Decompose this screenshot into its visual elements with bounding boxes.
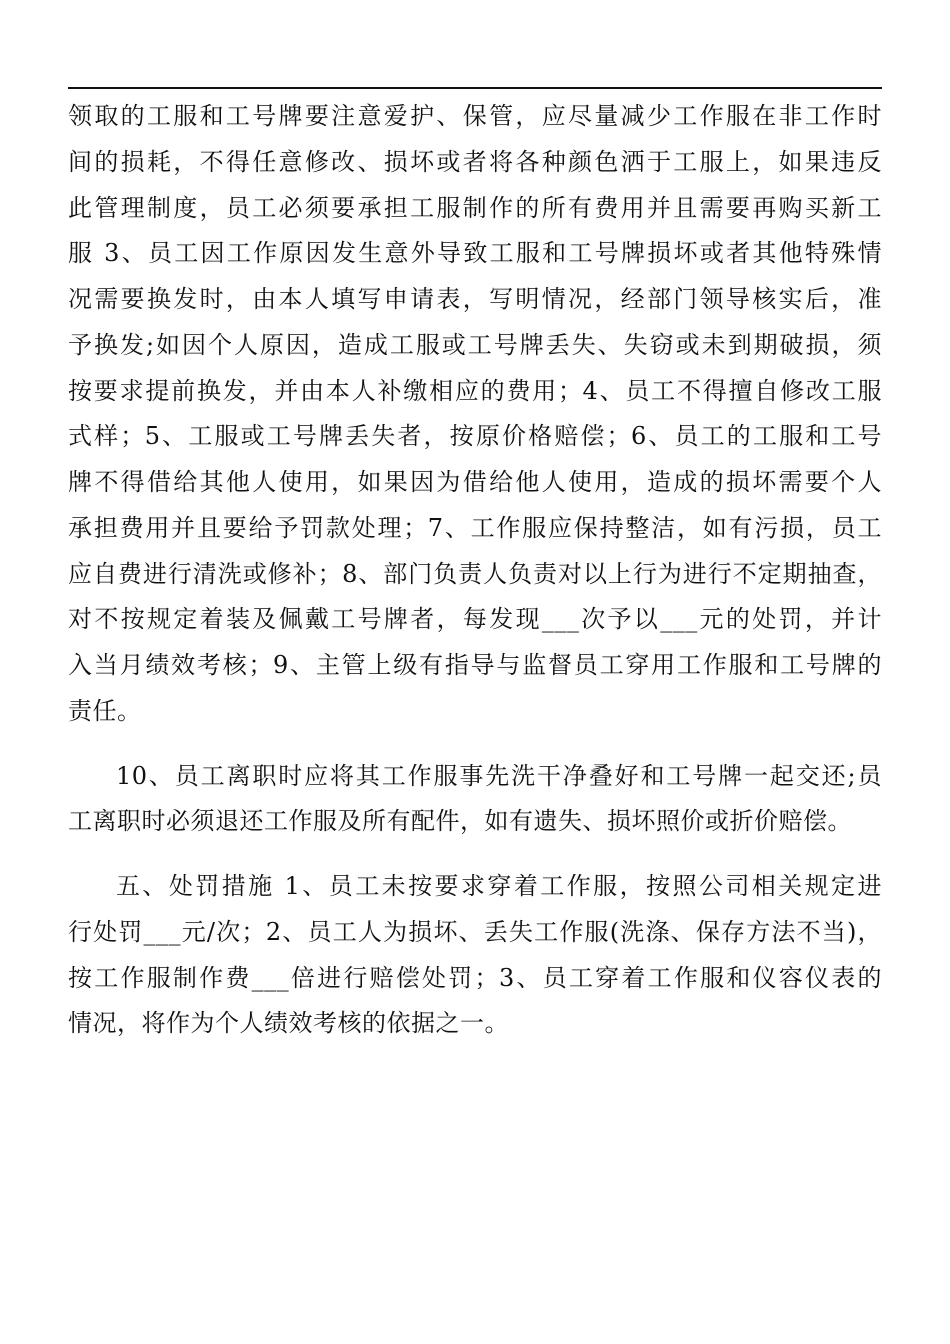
document-body [68, 94, 882, 1047]
header-rule [68, 87, 882, 89]
paragraph-resignation [68, 754, 882, 846]
text-line: 间的损耗，不得任意修改、损坏或者将各种颜色洒于工服上，如果违反 [68, 147, 882, 176]
text-line: 五、处罚措施 1、员工未按要求穿着工作服，按照公司相关规定进 [116, 872, 882, 900]
text-line: 服 3、员工因工作原因发生意外导致工服和工号牌损坏或者其他特殊情 [68, 239, 882, 268]
text-line: 式样；5、工服或工号牌丢失者，按原价格赔偿；6、员工的工服和工号 [68, 422, 882, 451]
text-line: 领取的工服和工号牌要注意爱护、保管，应尽量减少工作服在非工作时 [68, 102, 882, 130]
text-line: 按要求提前换发，并由本人补缴相应的费用；4、员工不得擅自修改工服 [68, 376, 882, 405]
text-line: 入当月绩效考核；9、主管上级有指导与监督员工穿用工作服和工号牌的 [68, 651, 882, 679]
paragraph-uniform-care [68, 94, 882, 735]
text-line: 此管理制度，员工必须要承担工服制作的所有费用并且需要再购买新工 [68, 193, 882, 222]
paragraph-spacer [68, 735, 882, 754]
text-line: 责任。 [68, 696, 142, 725]
text-line: 按工作服制作费___倍进行赔偿处罚；3、员工穿着工作服和仪容仪表的 [68, 963, 882, 992]
text-line: 情况，将作为个人绩效考核的依据之一。 [68, 1009, 509, 1038]
text-line: 牌不得借给其他人使用，如果因为借给他人使用，造成的损坏需要个人 [68, 468, 882, 496]
text-line: 工离职时必须退还工作服及所有配件，如有遗失、损坏照价或折价赔偿。 [68, 807, 852, 836]
text-line: 对不按规定着装及佩戴工号牌者，每发现___次予以___元的处罚，并计 [68, 605, 882, 634]
paragraph-penalties [68, 864, 882, 1047]
text-line: 承担费用并且要给予罚款处理；7、工作服应保持整洁，如有污损，员工 [68, 513, 882, 542]
text-line: 予换发;如因个人原因，造成工服或工号牌丢失、失窃或未到期破损，须 [68, 330, 882, 359]
text-line: 10、员工离职时应将其工作服事先洗干净叠好和工号牌一起交还;员 [116, 761, 882, 790]
text-line: 况需要换发时，由本人填写申请表，写明情况，经部门领导核实后，准 [68, 285, 882, 313]
text-line: 行处罚___元/次；2、员工人为损坏、丢失工作服(洗涤、保存方法不当)， [68, 917, 882, 946]
paragraph-spacer [68, 845, 882, 864]
text-line: 应自费进行清洗或修补；8、部门负责人负责对以上行为进行不定期抽查， [68, 559, 882, 588]
